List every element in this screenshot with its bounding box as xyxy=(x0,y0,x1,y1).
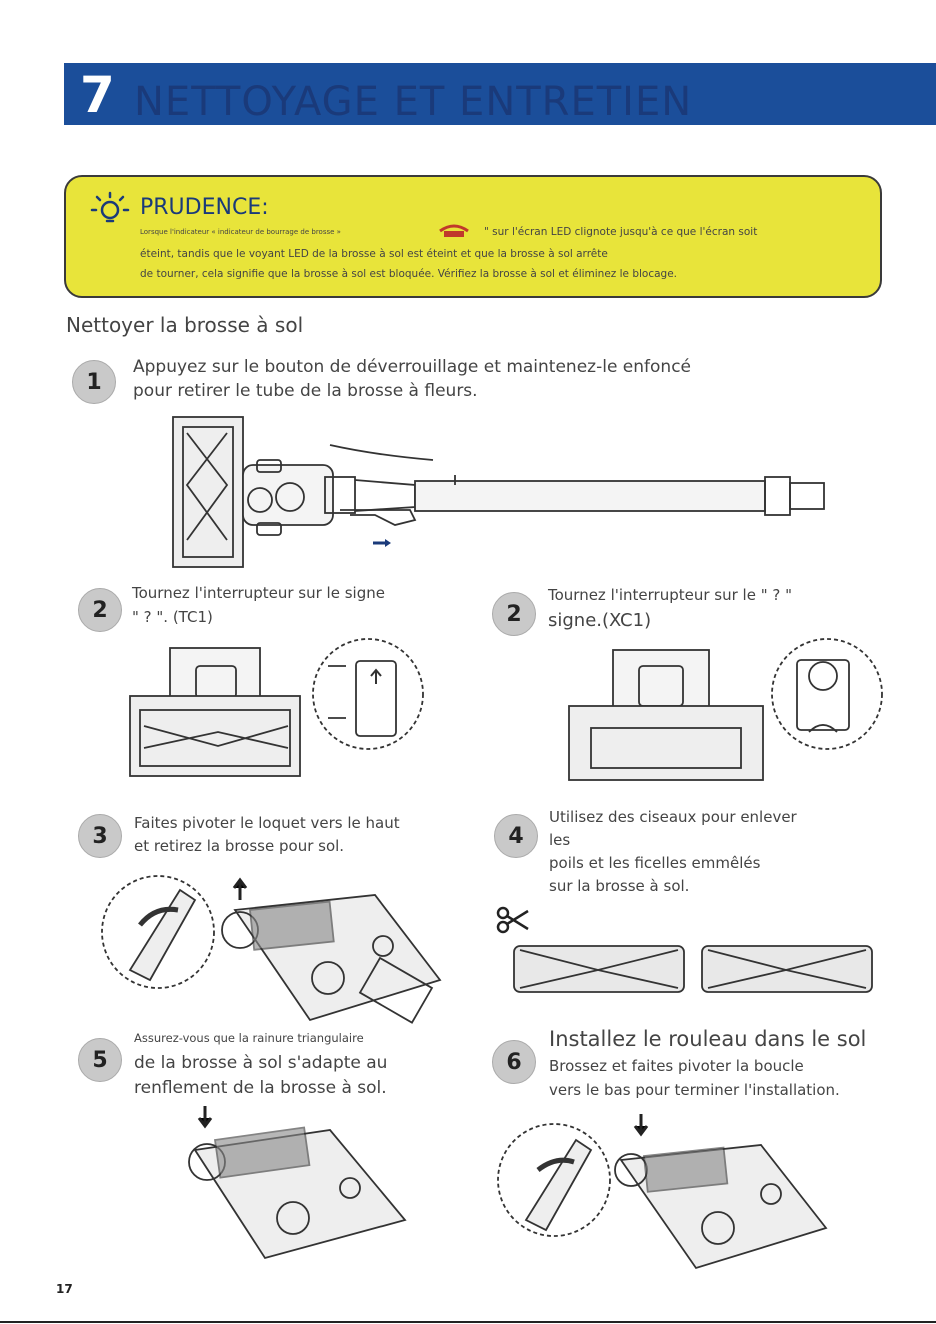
caution-title: PRUDENCE: xyxy=(140,195,269,220)
step-1-badge: 1 xyxy=(72,360,116,404)
vacuum-tube-illustration xyxy=(165,415,835,580)
chapter-title: NETTOYAGE ET ENTRETIEN xyxy=(134,79,693,125)
page-number: 17 xyxy=(56,1282,73,1296)
scissors-icon xyxy=(496,905,530,935)
caution-text-1a: Lorsque l'indicateur « indicateur de bourrage de brosse » xyxy=(140,228,341,236)
step-3-badge: 3 xyxy=(78,814,122,858)
floor-brush-tc1-illustration xyxy=(128,636,428,781)
caution-text-2: éteint, tandis que le voyant LED de la brosse à sol est éteint et que la brosse à sol arrête xyxy=(140,248,608,260)
step-2a-badge: 2 xyxy=(78,588,122,632)
floor-brush-xc1-illustration xyxy=(565,636,885,786)
latch-rotate-illustration xyxy=(100,870,460,1020)
step-4-text-1: Utilisez des ciseaux pour enlever xyxy=(549,808,797,826)
step-5-text-2: de la brosse à sol s'adapte au xyxy=(134,1053,388,1073)
step-2b-text-2: signe.(XC1) xyxy=(548,610,652,631)
step-2b-text-1: Tournez l'interrupteur sur le " ? " xyxy=(548,586,793,604)
step-6-badge: 6 xyxy=(492,1040,536,1084)
step-2a-text-1: Tournez l'interrupteur sur le signe xyxy=(132,584,385,602)
step-3-text-2: et retirez la brosse pour sol. xyxy=(134,837,345,855)
step-4-text-2: les xyxy=(549,831,571,849)
step-4-badge: 4 xyxy=(494,814,538,858)
chapter-number: 7 xyxy=(80,66,115,124)
lightbulb-icon xyxy=(88,190,132,234)
step-2b-badge: 2 xyxy=(492,592,536,636)
section-title: Nettoyer la brosse à sol xyxy=(66,313,304,337)
caution-text-1b: " sur l'écran LED clignote jusqu'à ce que l'écran soit xyxy=(484,226,758,238)
footer-line xyxy=(0,1321,936,1323)
step-5-text-1: Assurez-vous que la rainure triangulaire xyxy=(134,1031,364,1045)
step-4-text-3: poils et les ficelles emmêlés xyxy=(549,854,761,872)
step-3-text-1: Faites pivoter le loquet vers le haut xyxy=(134,814,400,832)
step-4-text-4: sur la brosse à sol. xyxy=(549,877,690,895)
step-2a-text-2: " ? ". (TC1) xyxy=(132,608,213,626)
step-5-text-3: renflement de la brosse à sol. xyxy=(134,1078,387,1098)
caution-text-3: de tourner, cela signifie que la brosse à sol est bloquée. Vérifiez la brosse à sol et éliminez le blocage. xyxy=(140,268,678,280)
roller-brushes-illustration xyxy=(510,940,880,1000)
step-1-text-1: Appuyez sur le bouton de déverrouillage et maintenez-le enfoncé xyxy=(133,357,692,377)
step-6-text-2: vers le bas pour terminer l'installation. xyxy=(549,1081,840,1099)
brush-jam-icon xyxy=(436,221,472,241)
step-6-text-1: Brossez et faites pivoter la boucle xyxy=(549,1057,804,1075)
step-6-title: Installez le rouleau dans le sol xyxy=(549,1027,867,1051)
step-1-text-2: pour retirer le tube de la brosse à fleurs. xyxy=(133,381,478,401)
install-roller-illustration xyxy=(185,1100,420,1260)
latch-close-illustration xyxy=(496,1110,856,1270)
step-5-badge: 5 xyxy=(78,1038,122,1082)
